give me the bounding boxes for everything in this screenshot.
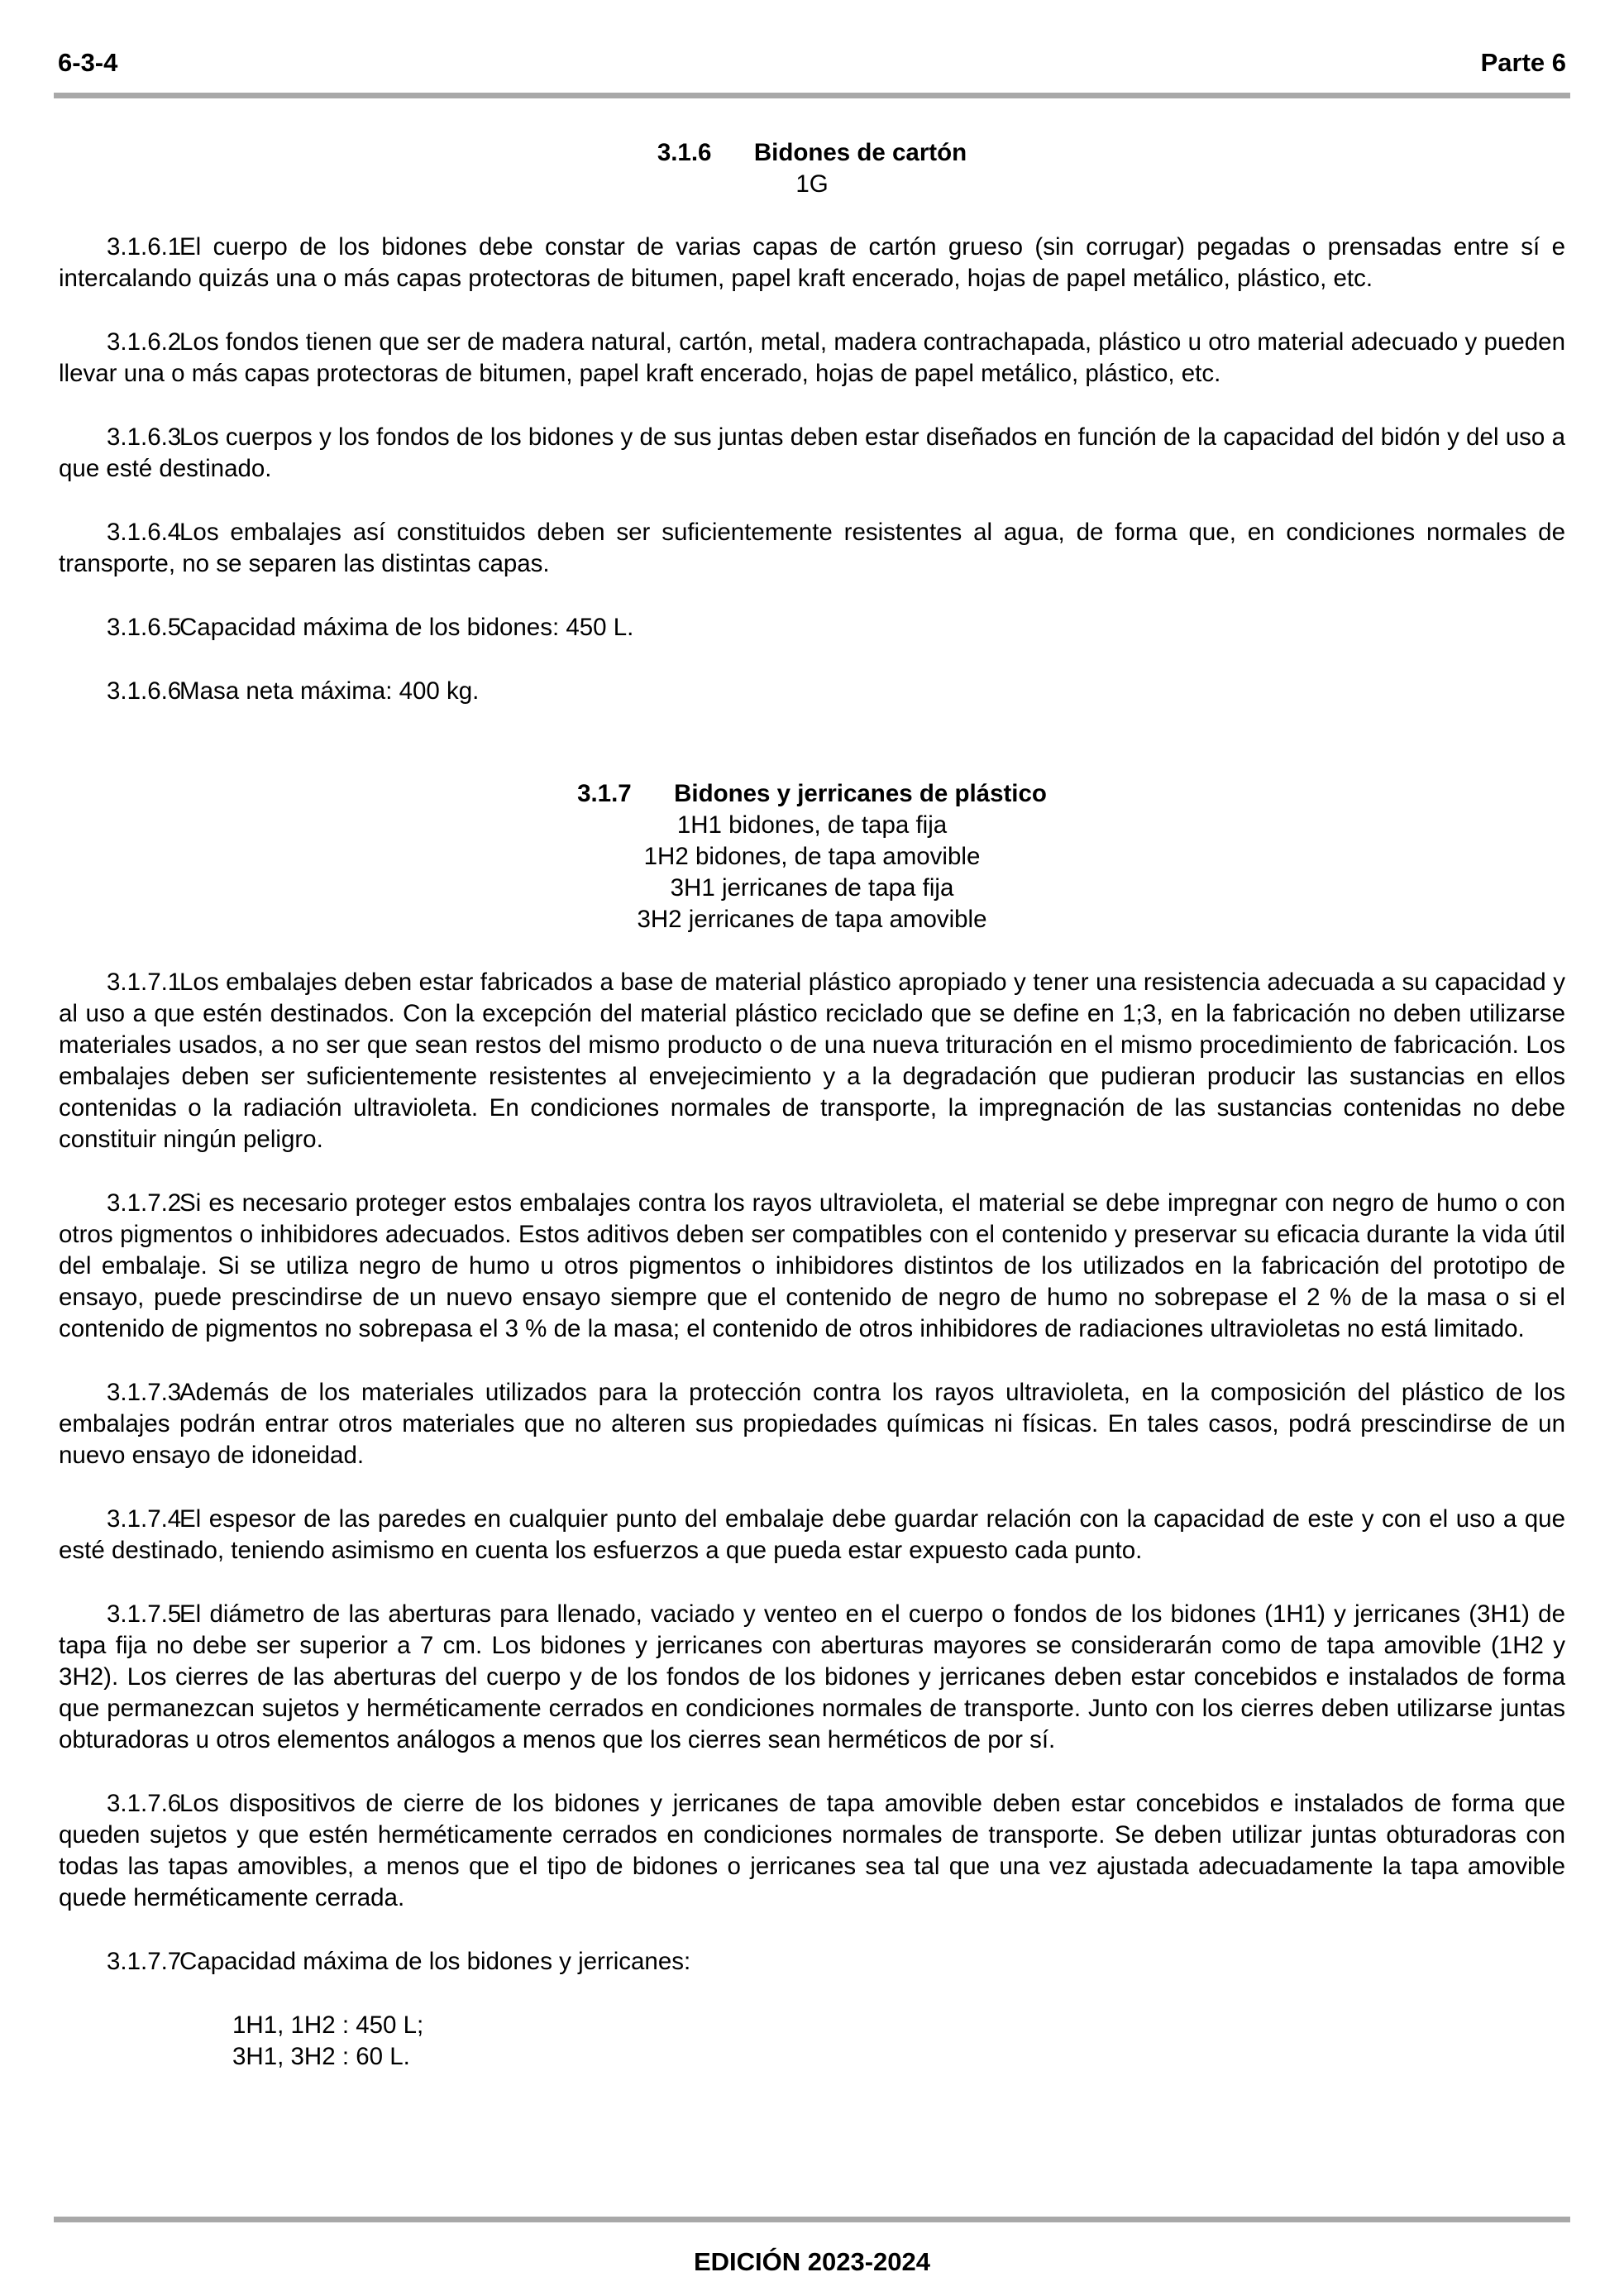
paragraph-text: Capacidad máxima de los bidones: 450 L. [179,614,634,641]
part-label: Parte 6 [1480,48,1566,77]
section-number: 3.1.6 [657,139,712,166]
paragraph-number: 3.1.7.7 [107,1948,182,1975]
section-code: 3H1 jerricanes de tapa fija [670,874,954,902]
paragraph-number: 3.1.6.2 [107,328,182,356]
paragraph [59,517,1565,580]
section-title-3-1-6 [59,137,1565,169]
paragraph-text: Los cuerpos y los fondos de los bidones y de sus juntas deben estar diseñados en función de la capacidad del bidón y del uso a que esté destinado. [59,423,1565,482]
section-code: 1H1 bidones, de tapa fija [676,811,948,839]
paragraph [59,1504,1565,1567]
page-body [59,137,1565,2073]
paragraph-number: 3.1.7.1 [107,969,182,996]
paragraph-text: Los dispositivos de cierre de los bidones y jerricanes de tapa amovible deben estar concebidos e instalados de forma que queden sujetos y que estén herméticamente cerrados en condiciones normales de transporte. Se deben utilizar juntas obturadoras con todas las tapas amovibles, a menos que el tipo de bidones o jerricanes sea tal que una vez ajustada adecuadamente la tapa amovible quede herméticamente cerrada. [59,1790,1565,1911]
paragraph [59,232,1565,294]
section-heading: Bidones de cartón [753,139,967,166]
list-item: 3H1, 3H2 : 60 L. [232,2043,410,2070]
paragraph-number: 3.1.6.3 [107,423,182,451]
footer-divider [54,2217,1570,2222]
paragraph [59,1788,1565,1914]
paragraph-number: 3.1.6.5 [107,614,182,641]
paragraph-text: El espesor de las paredes en cualquier punto del embalaje debe guardar relación con la capacidad de este y con el uso a que esté destinado, teniendo asimismo en cuenta los esfuerzos a que pueda estar expuesto cada punto. [59,1505,1565,1564]
paragraph-number: 3.1.6.1 [107,233,182,261]
paragraph [59,676,1565,707]
paragraph [59,422,1565,485]
section-title-3-1-7 [59,778,1565,810]
paragraph-text: Si es necesario proteger estos embalajes contra los rayos ultravioleta, el material se debe impregnar con negro de humo o con otros pigmentos o inhibidores adecuados. Estos aditivos deben ser compatibles con el contenido y preservar su eficacia durante la vida útil del embalaje. Si se utiliza negro de humo u otros pigmentos o inhibidores distintos de los utilizados en la fabricación del prototipo de ensayo, puede prescindirse de un nuevo ensayo siempre que el contenido de negro de humo no sobrepase el 2 % de la masa o si el contenido de pigmentos no sobrepasa el 3 % de la masa; el contenido de otros inhibidores de radiaciones ultravioletas no está limitado. [59,1189,1565,1342]
section-code: 1H2 bidones, de tapa amovible [643,843,981,870]
section-number: 3.1.7 [577,780,632,807]
paragraph [59,1188,1565,1345]
paragraph-number: 3.1.7.5 [107,1600,182,1628]
capacity-list [59,2010,1565,2073]
list-item: 1H1, 1H2 : 450 L; [232,2011,424,2039]
paragraph [59,327,1565,390]
paragraph-text: El diámetro de las aberturas para llenado, vaciado y venteo en el cuerpo o fondos de los bidones (1H1) y jerricanes (3H1) de tapa fija no debe ser superior a 7 cm. Los bidones y jerricanes con aberturas mayores se considerarán como de tapa amovible (1H2 y 3H2). Los cierres de las aberturas del cuerpo y de los fondos de los bidones y jerricanes deben estar concebidos e instalados de forma que permanezcan sujetos y herméticamente cerrados en condiciones normales de transporte. Junto con los cierres deben utilizarse juntas obturadoras u otros elementos análogos a menos que los cierres sean herméticos de por sí. [59,1600,1565,1753]
paragraph-number: 3.1.6.4 [107,519,182,546]
paragraph-number: 3.1.6.6 [107,677,182,705]
paragraph-text: Masa neta máxima: 400 kg. [179,677,480,705]
section-code: 1G [795,170,829,198]
paragraph [59,612,1565,643]
paragraph-number: 3.1.7.2 [107,1189,182,1217]
paragraph-text: El cuerpo de los bidones debe constar de varias capas de cartón grueso (sin corrugar) pegadas o prensadas entre sí e intercalando quizás una o más capas protectoras de bitumen, papel kraft encerado, hojas de papel metálico, plástico, etc. [59,233,1565,292]
page-number: 6-3-4 [58,48,118,77]
page-header [58,48,1566,78]
paragraph [59,1946,1565,1978]
edition-footer: EDICIÓN 2023-2024 [693,2247,931,2276]
paragraph [59,967,1565,1155]
paragraph-number: 3.1.7.3 [107,1379,182,1406]
section-code: 3H2 jerricanes de tapa amovible [637,906,987,933]
paragraph-number: 3.1.7.4 [107,1505,182,1533]
section-heading: Bidones y jerricanes de plástico [674,780,1047,807]
paragraph-text: Además de los materiales utilizados para la protección contra los rayos ultravioleta, en la composición del plástico de los embalajes podrán entrar otros materiales que no alteren sus propiedades químicas ni físicas. En tales casos, podrá prescindirse de un nuevo ensayo de idoneidad. [59,1379,1565,1469]
paragraph [59,1599,1565,1756]
paragraph [59,1377,1565,1471]
header-divider [54,93,1570,98]
paragraph-text: Los fondos tienen que ser de madera natural, cartón, metal, madera contrachapada, plástico u otro material adecuado y pueden llevar una o más capas protectoras de bitumen, papel kraft encerado, hojas de papel metálico, plástico, etc. [59,328,1565,387]
paragraph-text: Capacidad máxima de los bidones y jerricanes: [179,1948,691,1975]
paragraph-text: Los embalajes deben estar fabricados a base de material plástico apropiado y tener una resistencia adecuada a su capacidad y al uso a que estén destinados. Con la excepción del material plástico reciclado que se define en 1;3, en la fabricación no deben utilizarse materiales usados, a no ser que sean restos del mismo producto o de una nueva trituración en el mismo procedimiento de fabricación. Los embalajes deben ser suficientemente resistentes al envejecimiento y a la degradación que pudieran producir las sustancias en ellos contenidas o la radiación ultravioleta. En condiciones normales de transporte, la impregnación de las sustancias contenidas no debe constituir ningún peligro. [59,969,1565,1153]
paragraph-text: Los embalajes así constituidos deben ser suficientemente resistentes al agua, de forma que, en condiciones normales de transporte, no se separen las distintas capas. [59,519,1565,577]
paragraph-number: 3.1.7.6 [107,1790,182,1817]
